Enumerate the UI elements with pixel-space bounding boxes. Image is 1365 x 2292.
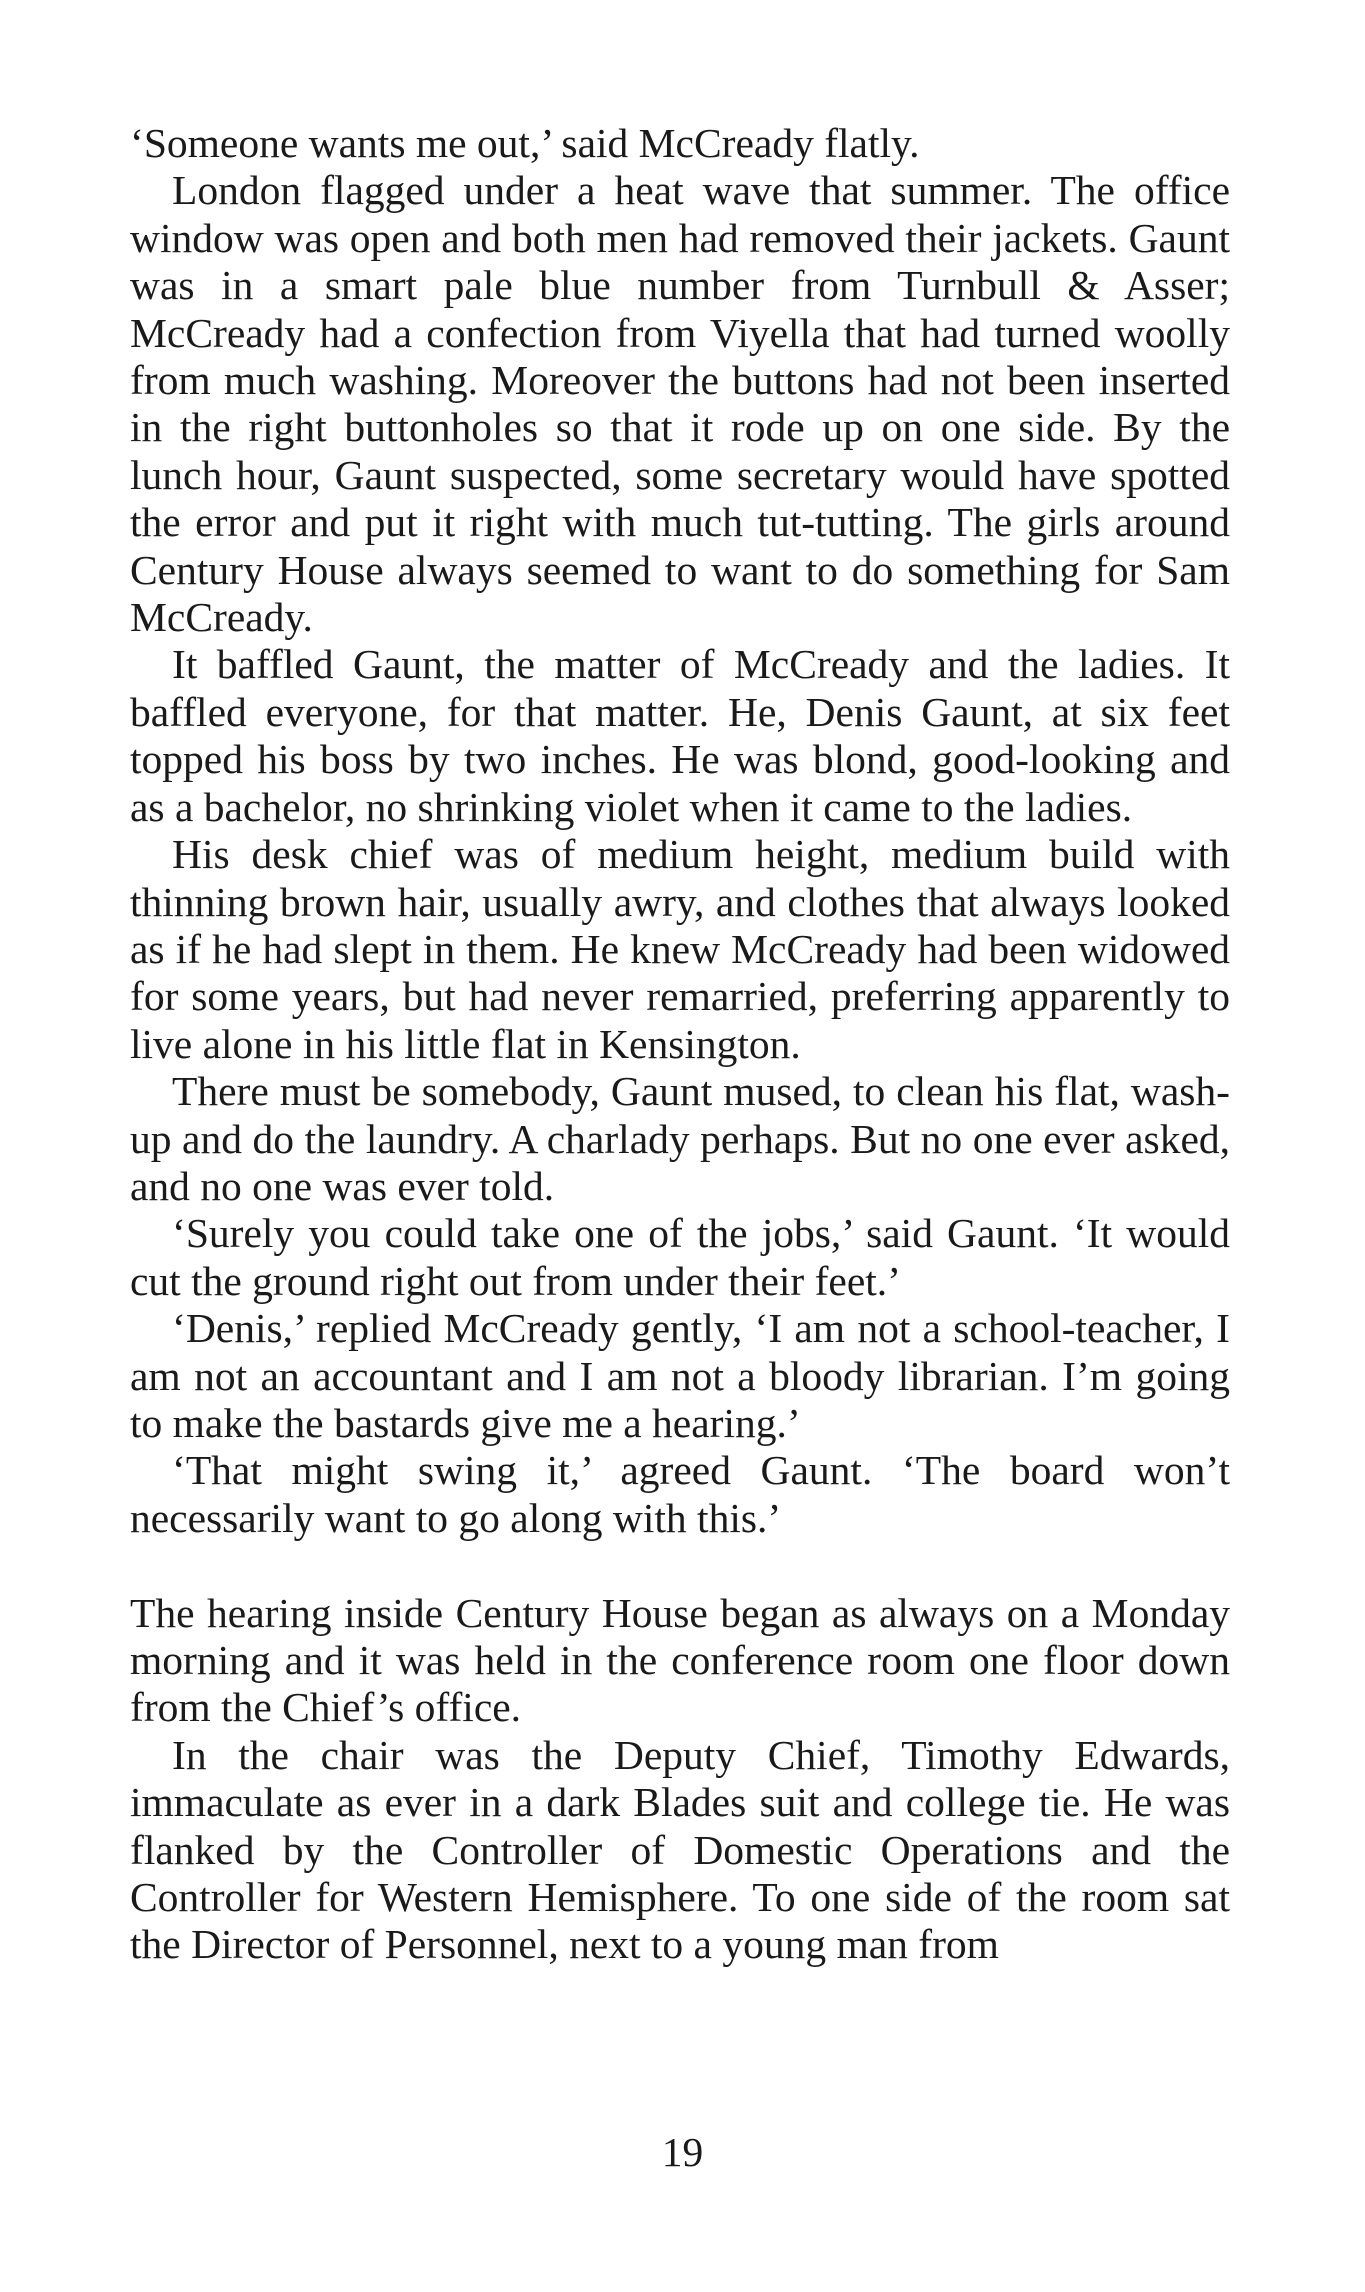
section-break <box>130 1542 1230 1589</box>
paragraph-3: It baffled Gaunt, the matter of McCready and the ladies. It baffled everyone, for that matter. He, Denis Gaunt, at six feet topped his boss by two inches. He was blond, good-looking and as a bachelor, no shrinking violet when it came to the ladies. <box>130 641 1230 830</box>
paragraph-4: His desk chief was of medium height, medium build with thinning brown hair, usually awry, and clothes that always looked as if he had slept in them. He knew McCready had been widowed for some years, but had never remarried, preferring apparently to live alone in his little flat in Kensington. <box>130 831 1230 1067</box>
paragraph-8: ‘That might swing it,’ agreed Gaunt. ‘The board won’t necessarily want to go along with this.’ <box>130 1447 1230 1541</box>
paragraph-2: London flagged under a heat wave that summer. The office window was open and both men had removed their jackets. Gaunt was in a smart pale blue number from Turnbull & Asser; McCready had a confection from Viyella that had turned woolly from much washing. Moreover the buttons had not been inserted in the right buttonholes so that it rode up on one side. By the lunch hour, Gaunt suspected, some secretary would have spotted the error and put it right with much tut-tutting. The girls around Century House always seemed to want to do something for Sam McCready. <box>130 167 1230 641</box>
page-number: 19 <box>661 2129 704 2175</box>
paragraph-10: In the chair was the Deputy Chief, Timothy Edwards, immaculate as ever in a dark Blades suit and college tie. He was flanked by the Controller of Domestic Operations and the Controller for Western Hemisphere. To one side of the room sat the Director of Personnel, next to a young man from <box>130 1731 1230 1968</box>
book-page <box>130 120 1230 1969</box>
paragraph-7: ‘Denis,’ replied McCready gently, ‘I am not a school-teacher, I am not an accountant and I am not a bloody librarian. I’m going to make the bastards give me a hearing.’ <box>130 1305 1230 1446</box>
paragraph-5: There must be somebody, Gaunt mused, to clean his flat, wash-up and do the laundry. A charlady perhaps. But no one ever asked, and no one was ever told. <box>130 1068 1230 1209</box>
paragraph-1: ‘Someone wants me out,’ said McCready flatly. <box>130 120 920 166</box>
paragraph-6: ‘Surely you could take one of the jobs,’ said Gaunt. ‘It would cut the ground right out from under their feet.’ <box>130 1210 1230 1304</box>
paragraph-9: The hearing inside Century House began as always on a Monday morning and it was held in the conference room one floor down from the Chief’s office. <box>130 1589 1230 1731</box>
